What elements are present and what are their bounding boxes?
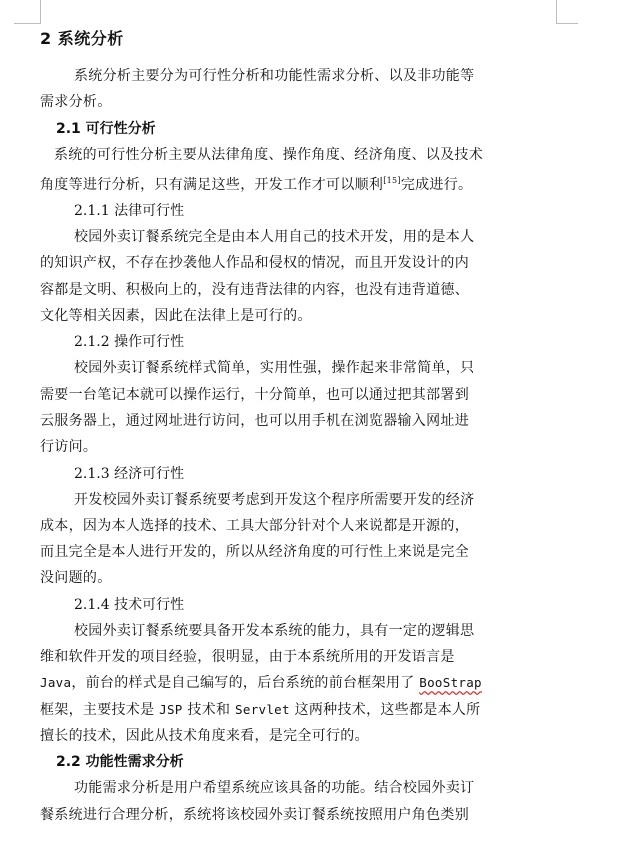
text-line: 容都是文明、积极向上的，没有违背法律的内容，也没有违背道德、: [40, 281, 469, 298]
term-boostrap-spellcheck[interactable]: BooStrap: [419, 675, 482, 691]
text-segment: 角度等进行分析，只有满足这些，开发工作才可以顺利: [40, 176, 384, 193]
heading-technical-feasibility: 2.1.4 技术可行性: [74, 596, 185, 613]
text-line: 擅长的技术，因此从技术角度来看，是完全可行的。: [40, 727, 369, 744]
crop-mark-top-left-horizontal: [14, 23, 41, 24]
text-segment: 框架，主要技术是: [40, 701, 160, 718]
text-segment: ，前台的样式是自己编写的，后台系统的前台框架用了: [71, 675, 420, 692]
text-line: [40, 697, 560, 723]
text-line: 餐系统进行合理分析，系统将该校园外卖订餐系统按照用户角色类别: [40, 806, 469, 823]
text-line: 功能需求分析是用户希望系统应该具备的功能。结合校园外卖订: [74, 780, 475, 797]
text-line: 系统分析主要分为可行性分析和功能性需求分析、以及非功能等: [74, 68, 475, 84]
document-page: [40, 27, 560, 828]
text-line: 的知识产权，不存在抄袭他人作品和侵权的情况，而且开发设计的内: [40, 255, 469, 272]
text-line: [40, 670, 560, 696]
text-line: 开发校园外卖订餐系统要考虑到开发这个程序所需要开发的经济: [74, 491, 475, 508]
text-line: 云服务器上，通过网址进行访问，也可以用手机在浏览器输入网址进: [40, 412, 469, 429]
crop-mark-top-left-vertical: [40, 0, 41, 24]
crop-mark-top-right-vertical: [556, 0, 557, 24]
text-line: 维和软件开发的项目经验，很明显，由于本系统所用的开发语言是: [40, 649, 455, 666]
term-servlet: Servlet: [235, 701, 290, 717]
text-segment: 这两种技术，这些都是本人所: [289, 701, 481, 718]
citation-reference: [15]: [383, 175, 401, 185]
heading-system-analysis: 2 系统分析: [40, 29, 124, 48]
text-line: 文化等相关因素，因此在法律上是可行的。: [40, 308, 312, 325]
intro-paragraph: [40, 63, 560, 116]
term-jsp: JSP: [159, 701, 183, 717]
heading-feasibility-analysis: 2.1 可行性分析: [56, 120, 156, 137]
feasibility-paragraph: [40, 142, 560, 199]
text-segment: 完成进行。: [400, 176, 473, 193]
text-line: [40, 168, 560, 198]
text-line: 校园外卖订餐系统要具备开发本系统的能力，具有一定的逻辑思: [74, 622, 475, 639]
crop-mark-top-right-horizontal: [556, 23, 578, 24]
text-line: 没问题的。: [40, 570, 112, 587]
heading-functional-requirements: 2.2 功能性需求分析: [56, 754, 184, 771]
technical-feasibility-paragraph: [40, 618, 560, 749]
operational-feasibility-paragraph: [40, 355, 560, 460]
text-line: 校园外卖订餐系统完全是由本人用自己的技术开发，用的是本人: [74, 229, 475, 246]
heading-legal-feasibility: 2.1.1 法律可行性: [74, 203, 185, 220]
term-java: Java: [40, 675, 72, 691]
text-line: 而且完全是本人进行开发的，所以从经济角度的可行性上来说是完全: [40, 544, 469, 561]
heading-economic-feasibility: 2.1.3 经济可行性: [74, 465, 185, 482]
text-line: 系统的可行性分析主要从法律角度、操作角度、经济角度、以及技术: [54, 146, 483, 163]
text-line: 行访问。: [40, 439, 98, 456]
text-line: 需要一台笔记本就可以操作运行，十分简单，也可以通过把其部署到: [40, 386, 469, 403]
functional-requirements-paragraph: [40, 775, 560, 828]
text-line: 成本，因为本人选择的技术、工具大部分针对个人来说都是开源的，: [40, 517, 469, 534]
legal-feasibility-paragraph: [40, 224, 560, 329]
text-segment: 技术和: [182, 701, 236, 718]
economic-feasibility-paragraph: [40, 487, 560, 592]
text-line: 校园外卖订餐系统样式简单，实用性强，操作起来非常简单，只: [74, 360, 475, 377]
heading-operational-feasibility: 2.1.2 操作可行性: [74, 334, 185, 351]
text-line: 需求分析。: [40, 94, 112, 111]
